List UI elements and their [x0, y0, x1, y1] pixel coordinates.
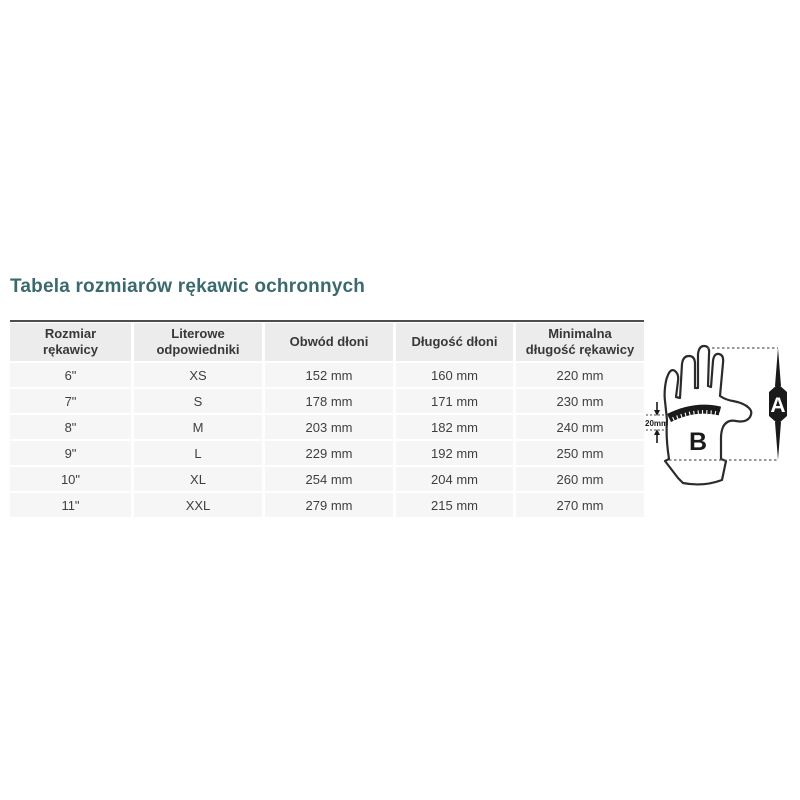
cell-min-length: 220 mm	[516, 363, 644, 387]
cell-length: 171 mm	[396, 389, 513, 413]
cell-circumference: 279 mm	[265, 493, 393, 517]
cell-length: 204 mm	[396, 467, 513, 491]
band-width-arrow-down	[654, 402, 660, 416]
cell-min-length: 250 mm	[516, 441, 644, 465]
cell-size: 11"	[10, 493, 131, 517]
header-cell-min-length: Minimalna długość rękawicy	[516, 323, 644, 361]
cell-letter: L	[134, 441, 262, 465]
cell-size: 10"	[10, 467, 131, 491]
cell-min-length: 230 mm	[516, 389, 644, 413]
cell-circumference: 178 mm	[265, 389, 393, 413]
cell-length: 160 mm	[396, 363, 513, 387]
header-cell-circumference: Obwód dłoni	[265, 323, 393, 361]
cell-length: 192 mm	[396, 441, 513, 465]
cell-letter: M	[134, 415, 262, 439]
cell-min-length: 270 mm	[516, 493, 644, 517]
circumference-label-b: B	[688, 428, 708, 456]
cell-circumference: 254 mm	[265, 467, 393, 491]
table-top-border	[10, 320, 644, 322]
header-cell-size: Rozmiar rękawicy	[10, 323, 131, 361]
glove-measurement-diagram	[645, 338, 795, 500]
cell-letter: S	[134, 389, 262, 413]
cell-min-length: 240 mm	[516, 415, 644, 439]
cell-size: 7"	[10, 389, 131, 413]
header-cell-length: Długość dłoni	[396, 323, 513, 361]
cell-size: 8"	[10, 415, 131, 439]
cell-size: 9"	[10, 441, 131, 465]
cell-circumference: 203 mm	[265, 415, 393, 439]
band-width-label: 20mm	[645, 419, 669, 428]
page-title: Tabela rozmiarów rękawic ochronnych	[10, 276, 366, 297]
cell-letter: XL	[134, 467, 262, 491]
cell-size: 6"	[10, 363, 131, 387]
cell-letter: XXL	[134, 493, 262, 517]
cell-circumference: 152 mm	[265, 363, 393, 387]
length-arrow-a	[769, 348, 787, 460]
cell-circumference: 229 mm	[265, 441, 393, 465]
header-cell-letter: Literowe odpowiedniki	[134, 323, 262, 361]
glove-size-table	[10, 320, 644, 517]
cell-min-length: 260 mm	[516, 467, 644, 491]
cell-letter: XS	[134, 363, 262, 387]
cell-length: 182 mm	[396, 415, 513, 439]
length-label-a: A	[770, 394, 786, 417]
cell-length: 215 mm	[396, 493, 513, 517]
band-width-arrow-up	[654, 429, 660, 443]
